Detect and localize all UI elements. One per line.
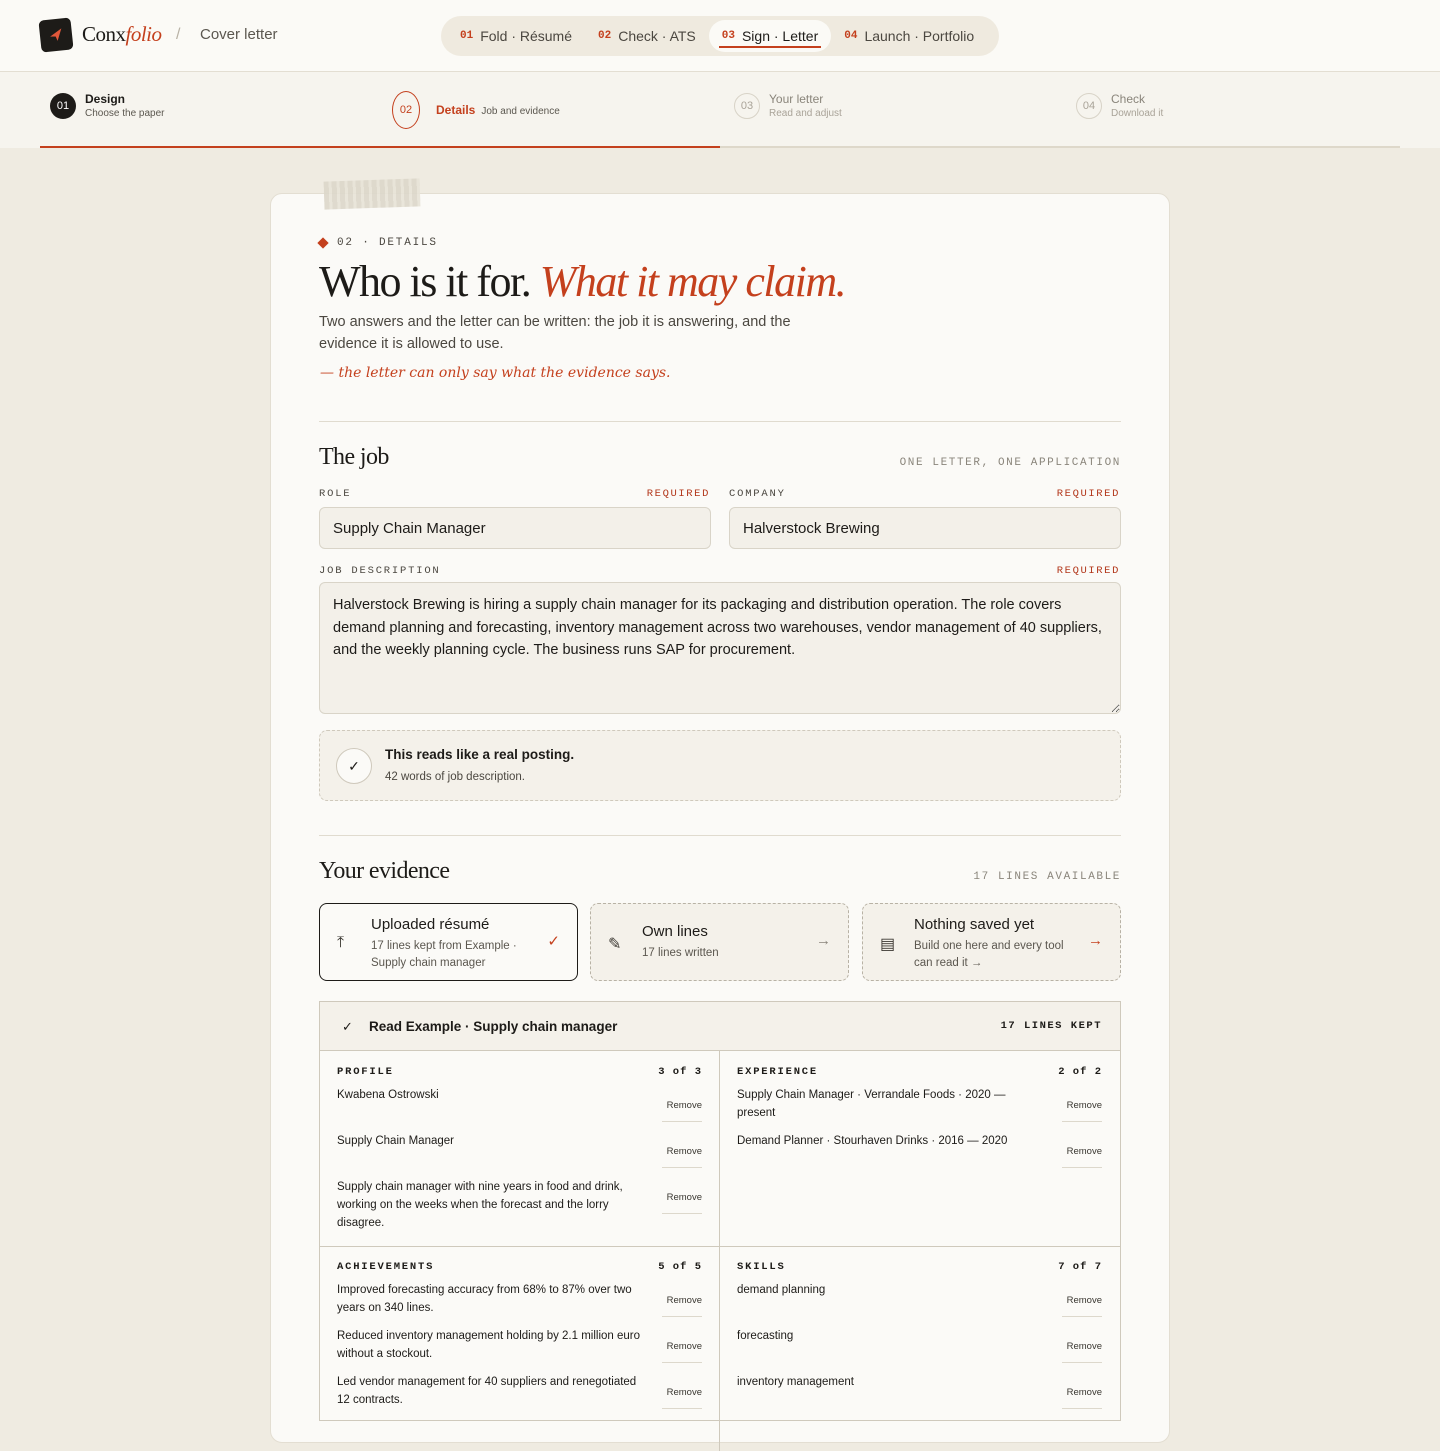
- evidence-line: forecasting: [737, 1330, 794, 1342]
- remove-button[interactable]: Remove: [1062, 1295, 1102, 1317]
- job-description-textarea[interactable]: [319, 582, 1121, 714]
- job-section-note: ONE LETTER, ONE APPLICATION: [899, 457, 1121, 469]
- company-label: COMPANY: [729, 488, 786, 500]
- step-subtitle: Download it: [1111, 108, 1164, 119]
- remove-button[interactable]: Remove: [1062, 1387, 1102, 1409]
- step-design[interactable]: [50, 92, 165, 119]
- tab-letter[interactable]: [709, 20, 831, 52]
- tab-number: 01: [460, 30, 474, 42]
- source-subtitle: Build one here and every tool can read it →: [914, 940, 1064, 969]
- diamond-icon: [317, 237, 328, 248]
- tool-tabs: [441, 16, 999, 56]
- company-required: REQUIRED: [1056, 488, 1120, 500]
- source-nothing-saved[interactable]: [862, 903, 1121, 981]
- group-title-skills: SKILLS: [737, 1261, 786, 1273]
- row-divider: [320, 1246, 1120, 1247]
- tab-number: 04: [844, 30, 858, 42]
- tab-label: Check · ATS: [618, 28, 696, 44]
- document-icon: ▤: [880, 936, 896, 953]
- tab-resume[interactable]: [447, 20, 585, 52]
- evidence-line: Demand Planner · Stourhaven Drinks · 2016 — 2020: [737, 1135, 1008, 1147]
- source-title: Nothing saved yet: [914, 916, 1035, 933]
- group-count-skills: 7 of 7: [1058, 1261, 1102, 1273]
- evidence-line: inventory management: [737, 1376, 854, 1388]
- step-title: Design: [85, 92, 126, 106]
- job-description-required: REQUIRED: [1056, 565, 1120, 577]
- remove-button[interactable]: Remove: [662, 1100, 702, 1122]
- posting-check-title: This reads like a real posting.: [385, 747, 575, 762]
- eyebrow-text: 02 · DETAILS: [337, 237, 438, 249]
- remove-button[interactable]: Remove: [662, 1192, 702, 1214]
- step-title: Your letter: [769, 92, 824, 106]
- tab-ats[interactable]: [585, 20, 709, 52]
- remove-button[interactable]: Remove: [662, 1295, 702, 1317]
- step-check[interactable]: [1076, 92, 1163, 119]
- step-number: 02: [392, 91, 420, 129]
- brand-name-italic: folio: [125, 22, 162, 46]
- evidence-table-title: Read Example · Supply chain manager: [369, 1019, 618, 1034]
- source-title: Uploaded résumé: [371, 916, 490, 933]
- top-bar: [0, 0, 1440, 72]
- role-label: ROLE: [319, 488, 352, 500]
- remove-button[interactable]: Remove: [1062, 1100, 1102, 1122]
- tab-label: Launch · Portfolio: [864, 28, 975, 44]
- headline-italic: What it may claim.: [539, 257, 846, 306]
- step-number: 01: [50, 93, 76, 119]
- brand-name-plain: Conx: [82, 22, 126, 46]
- source-subtitle: 17 lines written: [642, 947, 719, 959]
- remove-button[interactable]: Remove: [1062, 1146, 1102, 1168]
- job-section-title: The job: [319, 444, 389, 470]
- intro-lede: Two answers and the letter can be written: the job it is answering, and the evidence it is allowed to use.: [319, 314, 791, 352]
- step-your-letter[interactable]: [734, 92, 842, 119]
- remove-button[interactable]: Remove: [662, 1341, 702, 1363]
- tab-label: Fold · Résumé: [480, 28, 573, 44]
- company-input[interactable]: [729, 507, 1121, 549]
- group-count-achievements: 5 of 5: [658, 1261, 702, 1273]
- role-required: REQUIRED: [646, 488, 710, 500]
- evidence-section-note: 17 LINES AVAILABLE: [973, 871, 1121, 883]
- evidence-table-header: [320, 1002, 1120, 1051]
- evidence-section-title: Your evidence: [319, 858, 450, 884]
- step-title: Details: [436, 103, 476, 117]
- evidence-line: Improved forecasting accuracy from 68% to 87% over two years on 340 lines.: [337, 1284, 632, 1314]
- remove-button[interactable]: Remove: [662, 1387, 702, 1409]
- step-subtitle: Job and evidence: [481, 106, 560, 117]
- step-title: Check: [1111, 92, 1146, 106]
- source-uploaded-resume[interactable]: [319, 903, 578, 981]
- step-subtitle: Choose the paper: [85, 108, 165, 119]
- tab-number: 02: [598, 30, 612, 42]
- headline-plain: Who is it for.: [319, 257, 531, 306]
- step-subtitle: Read and adjust: [769, 108, 842, 119]
- source-own-lines[interactable]: [590, 903, 849, 981]
- logo[interactable]: [38, 17, 73, 52]
- check-icon: ✓: [547, 933, 560, 950]
- evidence-table: [319, 1001, 1121, 1421]
- column-divider: [719, 1051, 720, 1451]
- arrow-right-icon: →: [1088, 932, 1103, 949]
- section-eyebrow: [319, 237, 438, 249]
- arrow-right-icon: →: [816, 932, 831, 949]
- source-title: Own lines: [642, 923, 708, 940]
- divider: [319, 421, 1121, 422]
- posting-check-panel: [319, 730, 1121, 801]
- source-subtitle: 17 lines kept from Example · Supply chain manager: [371, 940, 517, 969]
- tab-label: Sign · Letter: [741, 28, 819, 44]
- breadcrumb-separator: /: [176, 26, 181, 43]
- evidence-line: demand planning: [737, 1284, 826, 1296]
- role-input[interactable]: [319, 507, 711, 549]
- stepper: [0, 72, 1440, 148]
- tape-decoration: [324, 178, 421, 209]
- group-title-experience: EXPERIENCE: [737, 1066, 819, 1078]
- checkmark-icon: ✓: [336, 748, 372, 784]
- progress-fill: [40, 146, 720, 148]
- pencil-icon: ✎: [608, 936, 622, 953]
- group-title-profile: PROFILE: [337, 1066, 394, 1078]
- page-title: [319, 256, 845, 307]
- evidence-line: Supply Chain Manager: [337, 1135, 454, 1147]
- divider: [319, 835, 1121, 836]
- tab-number: 03: [721, 30, 735, 42]
- tab-portfolio[interactable]: [831, 20, 987, 52]
- step-details[interactable]: [392, 91, 560, 129]
- evidence-line: Supply Chain Manager · Verrandale Foods · 2020 — present: [737, 1089, 1006, 1119]
- paper-plane-icon: [47, 26, 65, 44]
- remove-button[interactable]: Remove: [662, 1146, 702, 1168]
- breadcrumb-current: Cover letter: [200, 26, 278, 43]
- evidence-table-count: 17 LINES KEPT: [1000, 1020, 1102, 1032]
- evidence-line: Supply chain manager with nine years in food and drink, working on the weeks when the forecast and the lorry disagree.: [337, 1181, 623, 1229]
- checkmark-icon: ✓: [342, 1019, 353, 1034]
- remove-button[interactable]: Remove: [1062, 1341, 1102, 1363]
- posting-check-subtitle: 42 words of job description.: [385, 771, 525, 783]
- evidence-line: Reduced inventory management holding by 2.1 million euro without a stockout.: [337, 1330, 641, 1360]
- group-count-experience: 2 of 2: [1058, 1066, 1102, 1078]
- step-number: 03: [734, 93, 760, 119]
- brand-name[interactable]: [82, 22, 162, 47]
- group-count-profile: 3 of 3: [658, 1066, 702, 1078]
- intro-note: — the letter can only say what the evidence says.: [320, 365, 671, 381]
- upload-icon: ⤒: [337, 934, 345, 951]
- job-description-label: JOB DESCRIPTION: [319, 565, 441, 577]
- group-title-achievements: ACHIEVEMENTS: [337, 1261, 435, 1273]
- evidence-line: Led vendor management for 40 suppliers and renegotiated 12 contracts.: [337, 1376, 637, 1406]
- evidence-line: Kwabena Ostrowski: [337, 1089, 439, 1101]
- step-number: 04: [1076, 93, 1102, 119]
